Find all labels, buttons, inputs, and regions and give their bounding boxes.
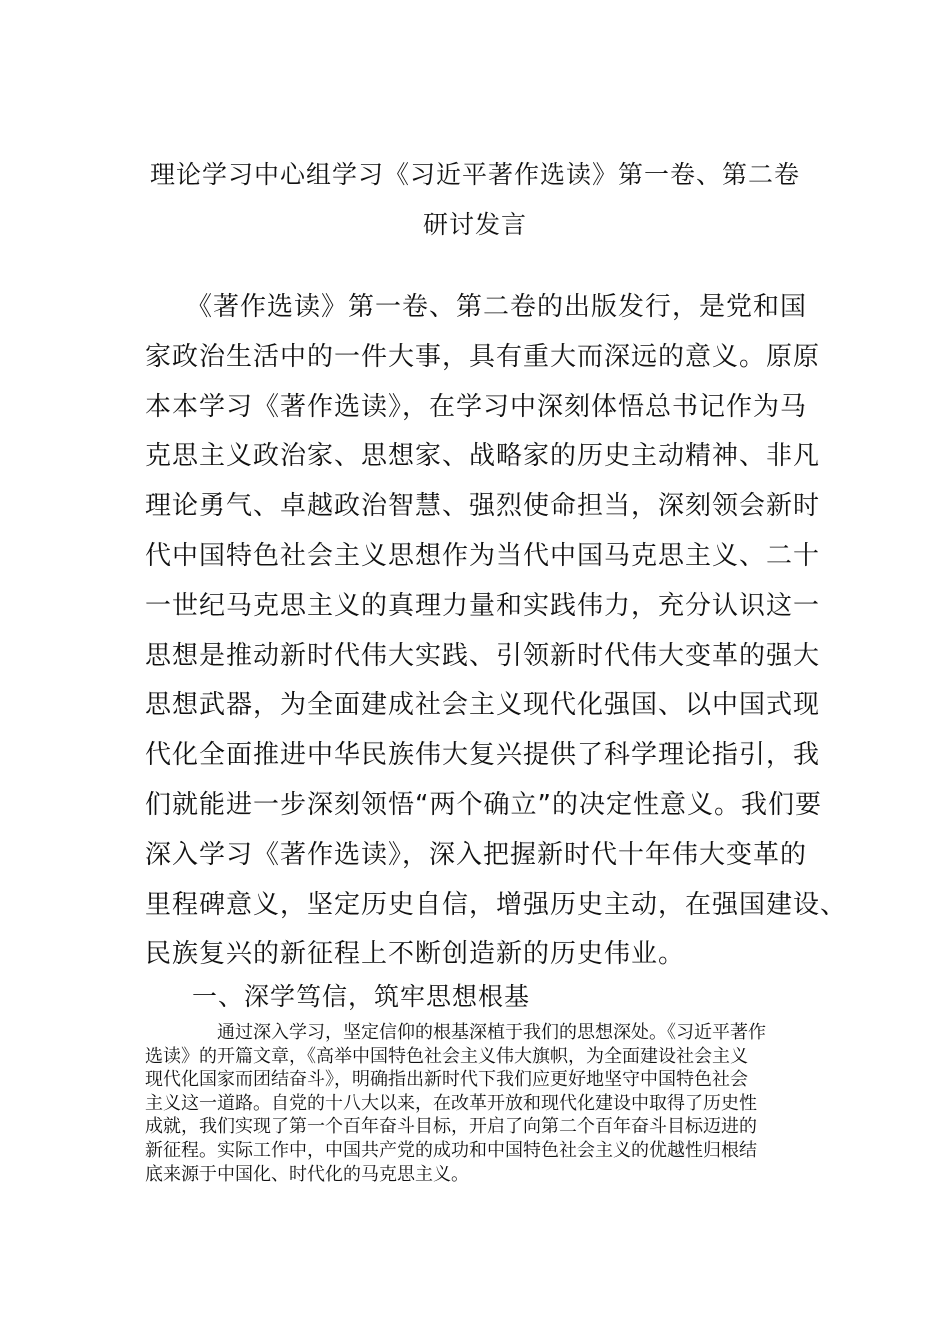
paragraph-line: 选读》的开篇文章，《高举中国特色社会主义伟大旗帜，为全面建设社会主义 [145,1045,748,1067]
paragraph-line: 民族复兴的新征程上不断创造新的历史伟业。 [145,939,686,970]
paragraph-line: 们就能进一步深刻领悟“两个确立”的决定性意义。我们要 [145,789,822,820]
paragraph-line: 里程碑意义，坚定历史自信，增强历史主动，在强国建设、 [145,889,848,920]
paragraph-line: 通过深入学习，坚定信仰的根基深植于我们的思想深处。《习近平著作 [145,1022,766,1043]
document-title-line-2: 研讨发言 [422,210,527,239]
paragraph-line: 《著作选读》第一卷、第二卷的出版发行，是党和国 [145,292,808,322]
section-1-paragraph [145,1021,805,1186]
section-1-heading: 一、深学笃信，筑牢思想根基 [192,982,531,1011]
paragraph-line: 代中国特色社会主义思想作为当代中国马克思主义、二十 [145,540,821,571]
paragraph-line: 一世纪马克思主义的真理力量和实践伟力，充分认识这一 [145,590,821,621]
paragraph-line: 深入学习《著作选读》，深入把握新时代十年伟大变革的 [145,839,808,870]
paragraph-line: 本本学习《著作选读》，在学习中深刻体悟总书记作为马 [145,391,808,422]
paragraph-line: 主义这一道路。自党的十八大以来，在改革开放和现代化建设中取得了历史性 [145,1092,757,1114]
paragraph-line: 成就，我们实现了第一个百年奋斗目标，开启了向第二个百年奋斗目标迈进的 [145,1116,757,1138]
paragraph-line: 克思主义政治家、思想家、战略家的历史主动精神、非凡 [145,441,821,472]
paragraph-line: 理论勇气、卓越政治智慧、强烈使命担当，深刻领会新时 [145,491,821,522]
paragraph-line: 思想武器，为全面建成社会主义现代化强国、以中国式现 [145,690,821,721]
intro-paragraph [145,283,848,980]
paragraph-line: 代化全面推进中华民族伟大复兴提供了科学理论指引，我 [145,740,821,771]
paragraph-line: 新征程。实际工作中，中国共产党的成功和中国特色社会主义的优越性归根结 [145,1139,757,1161]
paragraph-line: 底来源于中国化、时代化的马克思主义。 [145,1163,469,1185]
paragraph-line: 现代化国家而团结奋斗》，明确指出新时代下我们应更好地坚守中国特色社会 [145,1069,748,1091]
document-title-line-1: 理论学习中心组学习《习近平著作选读》第一卷、第二卷 [149,160,800,189]
paragraph-line: 家政治生活中的一件大事，具有重大而深远的意义。原原 [145,341,821,372]
paragraph-line: 思想是推动新时代伟大实践、引领新时代伟大变革的强大 [145,640,821,671]
